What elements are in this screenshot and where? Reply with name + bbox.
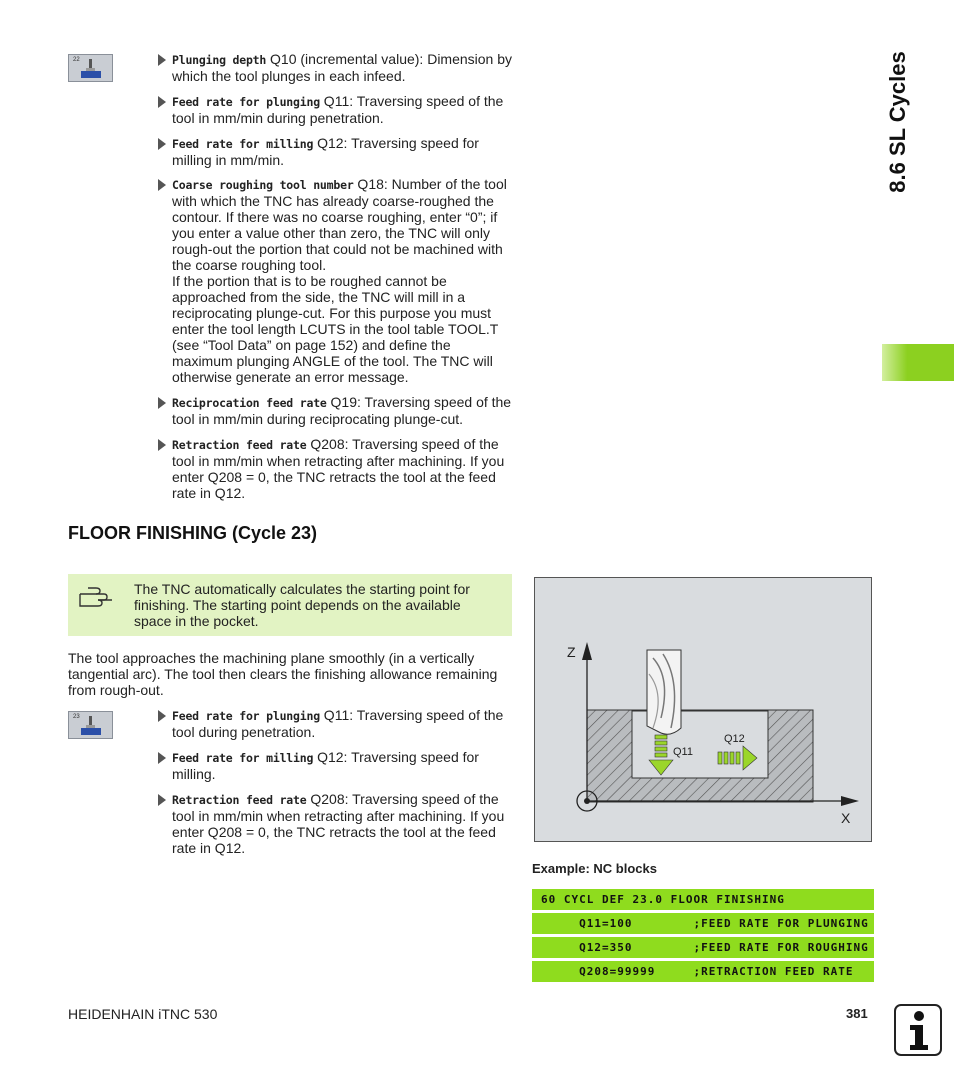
nc-block-line: 60 CYCL DEF 23.0 FLOOR FINISHING <box>532 889 874 910</box>
axis-z-label: Z <box>567 644 576 660</box>
param-coarse-roughing-tool: Coarse roughing tool number Q18: Number of the tool with which the TNC has already coarse-roughed the contour. If there was no coarse roughing, enter “0”; if you enter a value other than zero, the TNC will only rough-out the portion that could not be machined with the coarse roughing tool. If the portion that is to be roughed cannot be approached from the side, the TNC will mill in a reciprocating plunge-cut. For this purpose you must enter the tool length LCUTS in the tool table TOOL.T (see “Tool Data” on page 152) and define the maximum plunging ANGLE of the tool. The TNC will otherwise generate an error message. <box>158 176 514 385</box>
example-heading: Example: NC blocks <box>532 861 657 876</box>
param-plunging-depth: Plunging depth Q10 (incremental value): Dimension by which the tool plunges in each infeed. <box>158 51 514 84</box>
q12-label: Q12 <box>724 733 745 745</box>
intro-paragraph: The tool approaches the machining plane smoothly (in a vertically tangential arc). The tool then clears the finishing allowance remaining from rough-out. <box>68 650 498 698</box>
section-heading: FLOOR FINISHING (Cycle 23) <box>68 523 318 543</box>
bullet-arrow-icon <box>158 138 166 150</box>
floor-finishing-figure <box>534 577 872 842</box>
param-feed-rate-milling-23: Feed rate for milling Q12: Traversing speed for milling. <box>158 749 514 782</box>
bullet-arrow-icon <box>158 179 166 191</box>
bullet-arrow-icon <box>158 54 166 66</box>
chapter-tab <box>882 344 954 381</box>
bullet-arrow-icon <box>158 439 166 451</box>
milling-tool-icon <box>647 650 681 734</box>
nc-block-line: Q12=350 ;FEED RATE FOR ROUGHING <box>532 937 874 958</box>
pointing-hand-icon <box>78 584 114 610</box>
axis-x-label: X <box>841 810 851 826</box>
note-box: The TNC automatically calculates the starting point for finishing. The starting point depends on the available space in the pocket. <box>68 574 512 636</box>
bullet-arrow-icon <box>158 96 166 108</box>
nc-block-line: Q11=100 ;FEED RATE FOR PLUNGING <box>532 913 874 934</box>
q11-label: Q11 <box>673 746 693 758</box>
bullet-arrow-icon <box>158 752 166 764</box>
param-reciprocation-feed-rate: Reciprocation feed rate Q19: Traversing speed of the tool in mm/min during reciprocating plunge-cut. <box>158 394 514 427</box>
info-icon[interactable] <box>894 1004 942 1056</box>
bullet-arrow-icon <box>158 710 166 722</box>
param-retraction-feed-rate: Retraction feed rate Q208: Traversing speed of the tool in mm/min when retracting after machining. If you enter Q208 = 0, the TNC retracts the tool at the feed rate in Q12. <box>158 436 514 501</box>
cycle-23-softkey-icon: 23 <box>68 711 113 739</box>
param-feed-rate-plunging-23: Feed rate for plunging Q11: Traversing speed of the tool during penetration. <box>158 707 514 740</box>
param-feed-rate-milling: Feed rate for milling Q12: Traversing speed for milling in mm/min. <box>158 135 514 168</box>
page-number: 381 <box>846 1006 868 1021</box>
param-feed-rate-plunging: Feed rate for plunging Q11: Traversing speed of the tool in mm/min during penetration. <box>158 93 514 126</box>
footer-manual-title: HEIDENHAIN iTNC 530 <box>68 1006 218 1022</box>
chapter-side-title: 8.6 SL Cycles <box>885 51 910 193</box>
nc-block-line: Q208=99999 ;RETRACTION FEED RATE <box>532 961 874 982</box>
cycle-22-softkey-icon: 22 <box>68 54 113 82</box>
param-retraction-feed-rate-23: Retraction feed rate Q208: Traversing speed of the tool in mm/min when retracting after machining. If you enter Q208 = 0, the TNC retracts the tool at the feed rate in Q12. <box>158 791 514 856</box>
bullet-arrow-icon <box>158 397 166 409</box>
bullet-arrow-icon <box>158 794 166 806</box>
